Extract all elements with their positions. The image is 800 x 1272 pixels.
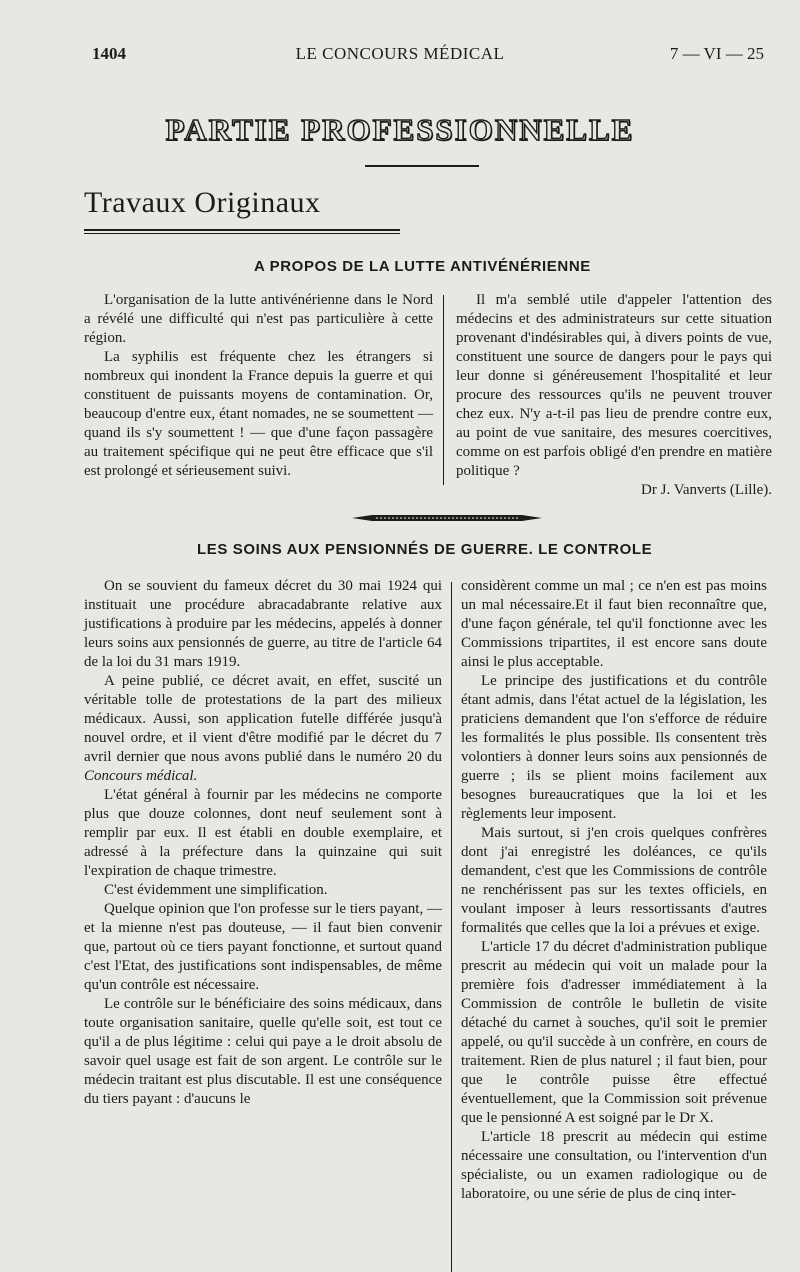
article2-right-paragraph: Mais surtout, si j'en crois quelques confrères dont j'ai enregistré les doléances, ce qu'ils demandent, c'est que les Commissions de contrôle ne renchérissent pas sur les textes officiels, en voulant imposer à leurs ressortissants d'autres formalités que celles que la loi a prévues et exige. [461,825,767,936]
article1-left-column [84,291,433,481]
article2-left-paragraph: On se souvient du fameux décret du 30 mai 1924 qui instituait une procédure abracadabrante relative aux justifications à produire par les médecins, appelés à donner leurs soins aux pensionnés de guerre, au titre de l'article 64 de la loi du 31 mars 1919. [84,578,442,670]
journal-title: LE CONCOURS MÉDICAL [295,44,505,63]
page-number: 1404 [92,44,126,63]
issue-date: 7 — VI — 25 [669,44,764,63]
article2-left-paragraph-text: A peine publié, ce décret avait, en effet, suscité un véritable tolle de protestations de la part des milieux médicaux. Aussi, son application futelle différée jusqu'à nouvel ordre, et il vient d'être modifié par le décret du 7 avril dernier que nous avons publié dans le numéro 20 du [84,673,442,765]
column-divider [443,295,444,485]
article2-left-column [84,577,442,1109]
article1-headline: A PROPOS DE LA LUTTE ANTIVÉNÉRIENNE [254,258,591,275]
journal-name-italic: Concours médical. [84,768,198,784]
article2-right-paragraph: considèrent comme un mal ; ce n'en est pas moins un mal nécessaire.Et il faut bien reconnaître que, d'une façon générale, tel qu'il fonctionne avec les Commissions tripartites, il est encore sans doute ainsi le plus acceptable. [461,578,767,670]
article2-right-column [461,577,767,1204]
section-divider [365,165,479,167]
article2-headline: LES SOINS AUX PENSIONNÉS DE GUERRE. LE CONTROLE [197,541,653,558]
article1-right-column [456,291,772,500]
article2-right-paragraph: L'article 17 du décret d'administration publique prescrit au médecin qui voit un malade pour la première fois d'adresser immédiatement à la Commission de contrôle le bulletin de visite détaché du carnet à souches, qu'il soit le premier appelé, ou qu'il succède à un confrère, en cours de traitement. Rien de plus naturel ; il faut bien, pour que le contrôle puisse être effectué éventuellement, que la Commission soit prévenue que le pensionné A est soigné par le Dr X. [461,939,767,1126]
article1-left-paragraph: La syphilis est fréquente chez les étrangers si nombreux qui inondent la France depuis la guerre et qui constituent de puissants moyens de contamination. Or, beaucoup d'entre eux, étant nomades, ne se soumettent — quand ils s'y soumettent ! — que d'une façon passagère au traitement spécifique qui ne peut être efficace que s'il est prolongé et sérieusement suivi. [84,349,433,479]
article2-left-paragraph: C'est évidemment une simplification. [104,882,328,898]
article1-left-paragraph: L'organisation de la lutte antivénérienne dans le Nord a révélé une difficulté qui n'est pas particulière à cette région. [84,292,433,346]
article2-left-paragraph [84,672,442,786]
ornament-divider [352,514,542,522]
article2-right-paragraph: Le principe des justifications et du contrôle étant admis, dans l'état actuel de la législation, les praticiens demandent que l'on s'efforce de réduire les formalités le plus possible. Ils consentent très volontiers à donner leurs soins aux pensionnés de guerre ; ils se plient moins facilement aux besognes bureaucratiques que la loi et les règlements leur imposent. [461,673,767,822]
running-head [0,44,800,68]
subsection-underline [84,229,400,231]
article2-right-paragraph: L'article 18 prescrit au médecin qui estime nécessaire une consultation, ou l'intervention d'un spécialiste, ou un examen radiologique ou de laboratoire, ou une série de plus de cinq inter- [461,1129,767,1202]
subsection-title: Travaux Originaux [84,186,321,219]
article2-left-paragraph: Quelque opinion que l'on professe sur le tiers payant, — et la mienne n'est pas douteuse, — il faut bien convenir que, partout où ce tiers payant fonctionne, et surtout quand c'est l'Etat, des justifications sont indispensables, de même qu'un contrôle est nécessaire. [84,901,442,993]
article2-left-paragraph: Le contrôle sur le bénéficiaire des soins médicaux, dans toute organisation sanitaire, quelle qu'elle soit, est tout ce qu'il a de plus légitime : celui qui paye a le droit absolu de savoir quel usage est fait de son argent. Le contrôle sur le médecin traitant est plus discutable. Il est une conséquence du tiers payant : d'aucuns le [84,996,442,1107]
article2-left-paragraph: L'état général à fournir par les médecins ne comporte plus que douze colonnes, dont neuf seulement sont à remplir par eux. Il est établi en double exemplaire, et adressé à la préfecture dans la quinzaine qui suit l'expiration de chaque trimestre. [84,787,442,879]
article1-right-paragraph: Il m'a semblé utile d'appeler l'attention des médecins et des administrateurs sur cette situation provenant d'indésirables qui, à divers points de vue, constituent une source de dangers pour le pays qui leur donne si généreusement l'hospitalité et leur procure des ressources qu'ils ne peuvent trouver chez eux. N'y a-t-il pas lieu de prendre contre eux, au point de vue sanitaire, des mesures coercitives, comme on est parfois obligé d'en prendre en matière politique ? [456,292,772,479]
column-divider [451,582,452,1272]
subsection-underline-thin [84,233,400,234]
section-title: PARTIE PROFESSIONNELLE [165,112,635,147]
article1-signature: Dr J. Vanverts (Lille). [641,482,772,498]
